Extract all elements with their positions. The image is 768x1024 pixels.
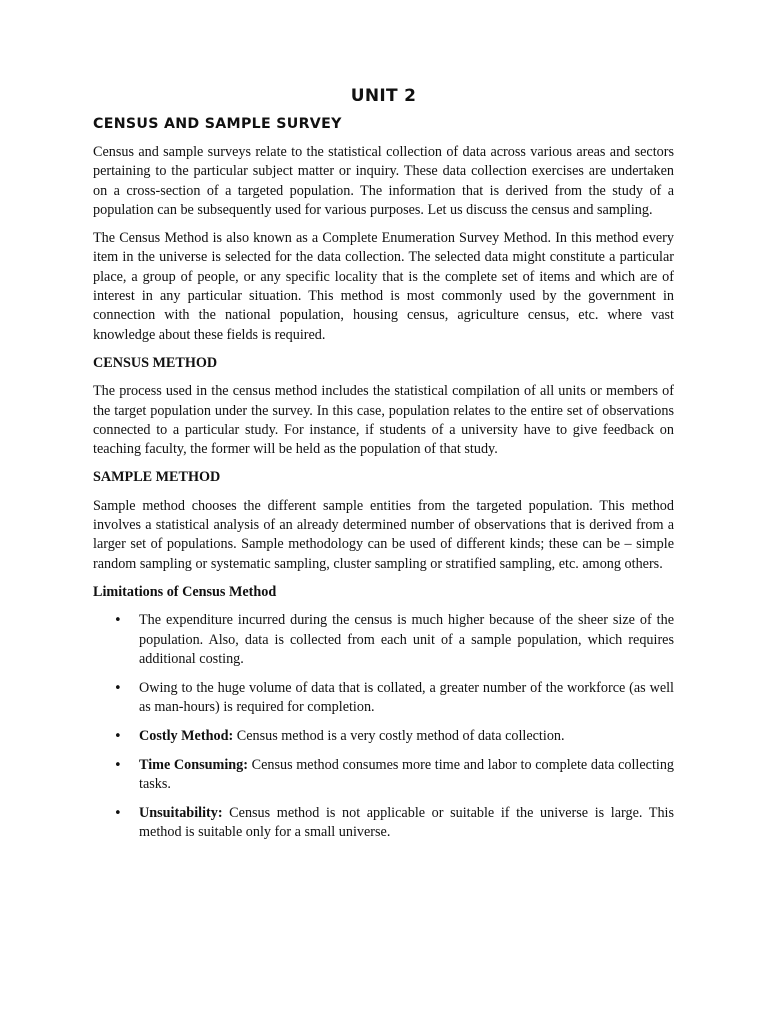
census-method-paragraph: The process used in the census method includes the statistical compilation of all units or members of the target population under the survey. In this case, population relates to the entire set of observations connected to a particular study. For instance, if students of a university have to give feedback on teaching faculty, the former will be held as the population of that study. [93, 383, 674, 458]
item-text: Census method consumes more time and labor to complete data collecting tasks. [139, 756, 675, 792]
bullet-icon: • [114, 680, 122, 696]
sample-method-heading: SAMPLE METHOD [93, 469, 221, 486]
unit-title: UNIT 2 [350, 86, 417, 106]
limitations-list [93, 611, 674, 842]
list-item [93, 679, 674, 718]
list-item [93, 804, 674, 843]
bullet-icon: • [114, 728, 122, 744]
item-text: Census method is a very costly method of data collection. [233, 727, 565, 744]
limitations-heading: Limitations of Census Method [93, 583, 277, 600]
section-title: CENSUS AND SAMPLE SURVEY [93, 116, 342, 132]
item-label: Costly Method: [139, 727, 234, 744]
item-text: The expenditure incurred during the census is much higher because of the sheer size of the population. Also, data is collected from each unit of a sample population, which requires additional costing. [139, 612, 674, 667]
item-text: Census method is not applicable or suitable if the universe is large. This method is suitable only for a small universe. [139, 804, 674, 840]
item-label: Unsuitability: [139, 804, 223, 821]
census-method-heading: CENSUS METHOD [93, 354, 218, 371]
list-item [93, 611, 674, 669]
intro-paragraph-2: The Census Method is also known as a Complete Enumeration Survey Method. In this method every item in the universe is selected for the data collection. The selected data might constitute a particular place, a group of people, or any specific locality that is the complete set of items and which are of interest in any particular situation. This method is most commonly used by the government in connection with the national population, housing census, agriculture census, etc. where vast knowledge about these fields is required. [93, 230, 674, 343]
bullet-icon: • [114, 757, 122, 773]
list-item [93, 756, 674, 795]
bullet-icon: • [114, 805, 122, 821]
sample-method-paragraph: Sample method chooses the different sample entities from the targeted population. This method involves a statistical analysis of an already determined number of observations that is derived from a larger set of populations. Sample methodology can be used of different kinds; these can be – simple random sampling or systematic sampling, cluster sampling or stratified sampling, etc. among others. [93, 497, 674, 572]
list-item [93, 727, 674, 746]
intro-paragraph-1: Census and sample surveys relate to the statistical collection of data across various areas and sectors pertaining to the particular subject matter or inquiry. These data collection exercises are undertaken on a cross-section of a targeted population. The information that is derived from the study of a population can be subsequently used for various purposes. Let us discuss the census and sampling. [93, 144, 674, 218]
item-label: Time Consuming: [139, 756, 249, 773]
bullet-icon: • [114, 613, 122, 629]
item-text: Owing to the huge volume of data that is collated, a greater number of the workforce (as well as man-hours) is required for completion. [139, 679, 674, 715]
